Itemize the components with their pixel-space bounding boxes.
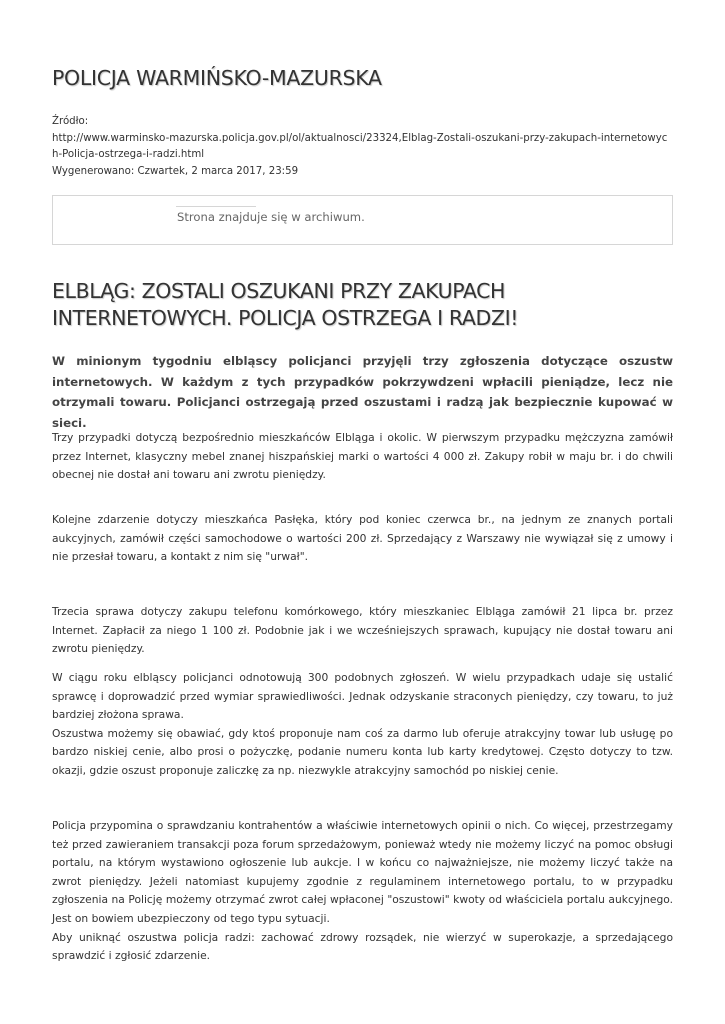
- article-paragraph: Oszustwa możemy się obawiać, gdy ktoś proponuje nam coś za darmo lub oferuje atrakcyjny towar lub usługę po bardzo niskiej cenie, albo prosi o pożyczkę, podanie numeru konta lub karty kredytowej. Często dotyczy to tzw. okazji, gdzie oszust proponuje zaliczkę za np. niezwykle atrakcyjny samochód po niskiej cenie.: [52, 726, 673, 777]
- site-title: POLICJA WARMIŃSKO-MAZURSKA: [52, 66, 382, 90]
- article-lead: W minionym tygodniu elbląscy policjanci przyjęli trzy zgłoszenia dotyczące oszustw internetowych. W każdym z tych przypadków pokrzywdzeni wpłacili pieniądze, lecz nie otrzymali towaru. Policjanci ostrzegają przed oszustami i radzą jak bezpiecznie kupować w sieci.: [52, 354, 673, 430]
- article-paragraph: Kolejne zdarzenie dotyczy mieszkańca Pasłęka, który pod koniec czerwca br., na jednym ze znanych portali aukcyjnych, zamówił części samochodowe o wartości 200 zł. Sprzedający z Warszawy nie wywiązał się z umowy i nie przesłał towaru, a kontakt z nim się "urwał".: [52, 513, 673, 564]
- article-paragraph-group: [52, 669, 673, 781]
- generated-date: Wygenerowano: Czwartek, 2 marca 2017, 23:59: [52, 165, 299, 177]
- article-paragraph: Policja przypomina o sprawdzaniu kontrahentów a właściwie internetowych opinii o nich. Co więcej, przestrzegamy też przed zawieraniem transakcji poza forum sprzedażowym, ponieważ wtedy nie możemy liczyć na pomoc obsługi portalu, na którym wystawiono ogłoszenie lub aukcje. I w końcu co najważniejsze, nie możemy liczyć także na zwrot pieniędzy. Jeżeli natomiast kupujemy zgodnie z regulaminem internetowego portalu, to w przypadku zgłoszenia na Policję możemy otrzymać zwrot całej wpłaconej "oszustowi" kwoty od właściciela portalu aukcyjnego. Jest on bowiem ubezpieczony od tego typu sytuacji.: [52, 819, 673, 925]
- source-meta: [52, 114, 673, 180]
- archive-notice-box: [52, 195, 673, 245]
- article-paragraph: Trzy przypadki dotyczą bezpośrednio mieszkańców Elbląga i okolic. W pierwszym przypadku mężczyzna zamówił przez Internet, klasyczny mebel znanej hiszpańskiej marki o wartości 4 000 zł. Zakupy robił w maju br. i do chwili obecnej nie dostał ani towaru ani zwrotu pieniędzy.: [52, 431, 673, 482]
- article-paragraph: Aby uniknąć oszustwa policja radzi: zachować zdrowy rozsądek, nie wierzyć w superokazje, a sprzedającego sprawdzić i zgłosić zdarzenie.: [52, 930, 673, 963]
- article-title: ELBLĄG: ZOSTALI OSZUKANI PRZY ZAKUPACH INTERNETOWYCH. POLICJA OSTRZEGA I RADZI!: [52, 279, 519, 330]
- article-paragraph: W ciągu roku elbląscy policjanci odnotowują 300 podobnych zgłoszeń. W wielu przypadkach udaje się ustalić sprawcę i doprowadzić przed wymiar sprawiedliwości. Jednak odzyskanie straconych pieniędzy, czy towaru, to już bardziej złożona sprawa.: [52, 671, 673, 722]
- archive-notice: Strona znajduje się w archiwum.: [177, 210, 365, 224]
- source-url: http://www.warminsko-mazurska.policja.gov.pl/ol/aktualnosci/23324,Elblag-Zostali-oszukani-przy-zakupach-internetowych-Policja-ostrzega-i-radzi.html: [52, 132, 668, 160]
- article-paragraph: Trzecia sprawa dotyczy zakupu telefonu komórkowego, który mieszkaniec Elbląga zamówił 21 lipca br. przez Internet. Zapłacił za niego 1 100 zł. Podobnie jak i we wcześniejszych sprawach, kupujący nie dostał towaru ani zwrotu pieniędzy.: [52, 605, 673, 656]
- source-label: Źródło:: [52, 116, 89, 127]
- article-paragraph-group: [52, 817, 673, 966]
- archive-divider: [176, 206, 256, 207]
